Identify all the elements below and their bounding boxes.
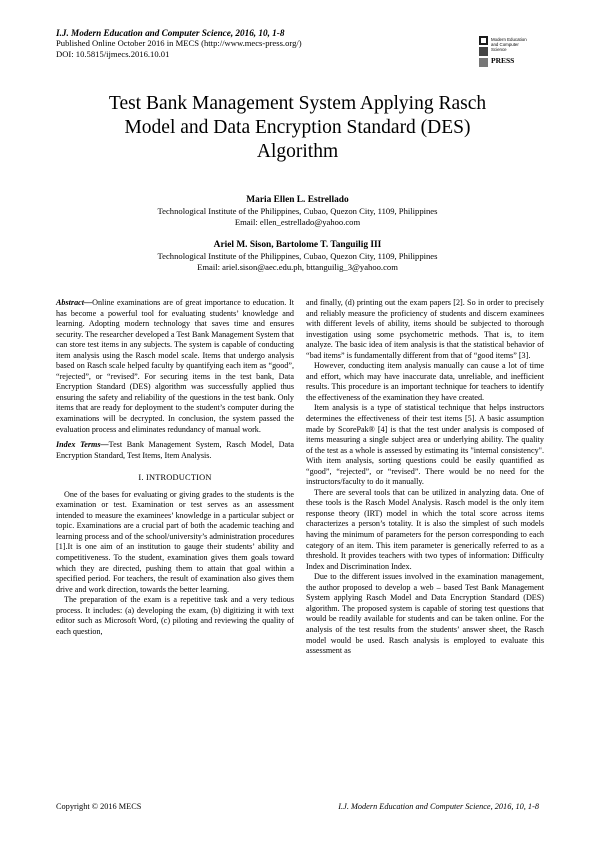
intro-paragraph-2: The preparation of the exam is a repetitive task and a very tedious process. It includes: (a) developing the exam, (b) digitizing it with text editor such as Microsoft Word, (c) piloting and reviewing the quality of each question, xyxy=(56,595,294,636)
author-name: Ariel M. Sison, Bartolome T. Tanguilig III xyxy=(213,240,382,250)
abstract xyxy=(56,298,294,435)
footer-journal: I.J. Modern Education and Computer Science, 2016, 10, 1-8 xyxy=(338,802,539,811)
author-name: Maria Ellen L. Estrellado xyxy=(246,195,349,205)
index-terms-text: Test Bank Management System, Rasch Model, Data Encryption Standard, Test Items, Item Analysis. xyxy=(56,440,294,460)
index-terms xyxy=(56,440,294,461)
title-line-3: Algorithm xyxy=(256,141,339,162)
index-terms-label: Index Terms— xyxy=(56,440,109,450)
body-paragraph-1: and finally, (d) printing out the exam papers [2]. So in order to precisely and reliably measure the proficiency of students and discern examinees with different levels of ability, items should be subjected to thorough investigation using some psychometric methods. That is, to item analyze. The basic idea of item analysis is that the statistical behavior of “bad items” is fundamentally different from that of “good items” [3]. xyxy=(306,298,544,360)
intro-paragraph-1: One of the bases for evaluating or giving grades to the students is the examination or test. Examination or test serves as an assessment intended to measure the examinees’ knowledge in a particular subject or topic. Examinations are a crucial part of both the academic teaching and learning process and of the school/university’s administration procedures [1].It is one aim of an institution to gauge their students’ ability and competitiveness. To the student, examination gives them goals toward which they are directed, pushing them to attain that goal within a specified period. For teachers, the result of examination also gives them drive and work direction, towards the better learning. xyxy=(56,489,294,594)
journal-title-line: I.J. Modern Education and Computer Science, 2016, 10, 1-8 xyxy=(56,28,285,38)
author-email: Email: ellen_estrellado@yahoo.com xyxy=(234,216,361,227)
doi-line: DOI: 10.5815/ijmecs.2016.10.01 xyxy=(56,48,170,59)
author-affiliation: Technological Institute of the Philippines, Cubao, Quezon City, 1109, Philippines xyxy=(157,206,438,216)
title-line-2: Model and Data Encryption Standard (DES) xyxy=(124,117,471,138)
body-paragraph-2: However, conducting item analysis manually can cause a lot of time and effort, which may have inaccurate data, unreliable, and inefficient results. This procedure is an important technique for teachers to identify the effectiveness of the examination they have created. xyxy=(306,361,544,402)
published-line: Published Online October 2016 in MECS (http://www.mecs-press.org/) xyxy=(56,38,302,49)
abstract-label: Abstract— xyxy=(56,298,93,307)
author-block-1 xyxy=(40,194,555,227)
svg-text:Science: Science xyxy=(491,47,507,52)
body-paragraph-4: There are several tools that can be utilized in analyzing data. One of these tools is the Rasch Model Analysis. Rasch model is the only item response theory (IRT) model in which the total score across items characterizes a person’s totality. It is also the simplest of such models having the minimum of parameters for the person corresponding to each category of an item. This item parameter is generically referred to as a threshold. It provides teachers with two types of information: Difficulty Index and Discrimination Index. xyxy=(306,487,544,571)
author-block-2 xyxy=(40,239,555,272)
title-line-1: Test Bank Management System Applying Rasch xyxy=(108,93,487,114)
svg-text:PRESS: PRESS xyxy=(491,56,515,65)
abstract-text: Online examinations are of great importance to education. It has become a powerful tool for evaluating students’ knowledge and learning. Adopting modern technology that saves time and ensures security. The researcher developed a Test Bank Management System that can store test items in any subjects. The system is capable of conducting item analysis using the Rasch model scale. Items that undergo analysis based on Rasch scale helped faculty by quantifying each item as “good”, “rejected”, or “revised”. For securing items in the test bank, Data Encryption Standard (DES) algorithm was successfully applied thus ensuring the safety and reliability of the questions in the test bank. Only items that are ready for deployment to the student’s computer during the examinations will be decrypted. In conclusion, the system passed the evaluation process and eliminates redundancy of manual work. xyxy=(56,298,294,434)
body-paragraph-3: Item analysis is a type of statistical technique that helps instructors determines the effectiveness of their test items [5]. A basic assumption made by ScorePak® [4] is that the test under analysis is composed of items measuring a single subject area or underlying ability. The quality of the test as a whole is assessed by estimating its "internal consistency". With item analysis, sorting questions could be easily quantified as “good”, “rejected”, or “revised”. There would be no need for the instructors/faculty to do it manually. xyxy=(306,403,544,487)
body-paragraph-5: Due to the different issues involved in the examination management, the author proposed to develop a web – based Test Bank Management System applying Rasch Model and Data Encryption Standard (DES) algorithm. The proposed system is capable of storing test questions that would be readily available for students and can be taken online. For the analysis of the test results from the students’ answer sheet, the Rasch model would be used. Rasch analysis is employed to evaluate this assessment as xyxy=(306,572,544,656)
paper-title xyxy=(40,92,555,164)
journal-header xyxy=(56,28,476,59)
left-column xyxy=(56,298,294,637)
section-heading-introduction: I. INTRODUCTION xyxy=(138,473,212,483)
mecs-press-logo xyxy=(478,32,538,70)
svg-text:Modern Education: Modern Education xyxy=(491,37,527,42)
right-column xyxy=(306,298,544,657)
author-email: Email: ariel.sison@aec.edu.ph, bttanguilig_3@yahoo.com xyxy=(197,261,398,272)
footer-copyright: Copyright © 2016 MECS xyxy=(56,802,142,811)
author-affiliation: Technological Institute of the Philippines, Cubao, Quezon City, 1109, Philippines xyxy=(157,251,438,261)
svg-text:and Computer: and Computer xyxy=(491,42,519,47)
